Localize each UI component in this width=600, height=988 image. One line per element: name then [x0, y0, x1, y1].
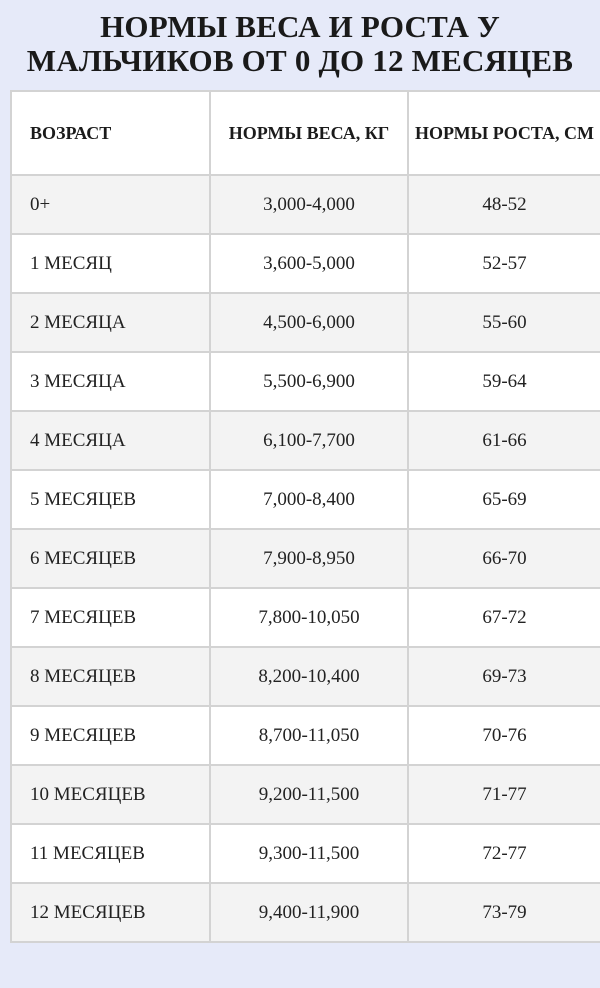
- table-row: [11, 706, 600, 765]
- age-cell: 6 МЕСЯЦЕВ: [11, 529, 210, 588]
- table-row: [11, 293, 600, 352]
- age-cell: 0+: [11, 175, 210, 234]
- age-cell: 9 МЕСЯЦЕВ: [11, 706, 210, 765]
- weight-cell: 7,900-8,950: [210, 529, 408, 588]
- height-cell: 71-77: [408, 765, 600, 824]
- table-row: [11, 234, 600, 293]
- weight-cell: 7,000-8,400: [210, 470, 408, 529]
- weight-cell: 8,200-10,400: [210, 647, 408, 706]
- table-row: [11, 411, 600, 470]
- table-row: [11, 529, 600, 588]
- age-cell: 7 МЕСЯЦЕВ: [11, 588, 210, 647]
- title-line-1: НОРМЫ ВЕСА И РОСТА У: [100, 9, 500, 44]
- height-cell: 48-52: [408, 175, 600, 234]
- table-row: [11, 824, 600, 883]
- height-cell: 67-72: [408, 588, 600, 647]
- table-row: [11, 883, 600, 942]
- weight-cell: 7,800-10,050: [210, 588, 408, 647]
- weight-cell: 3,600-5,000: [210, 234, 408, 293]
- weight-cell: 9,300-11,500: [210, 824, 408, 883]
- height-cell: 55-60: [408, 293, 600, 352]
- header-height: НОРМЫ РОСТА, СМ: [408, 91, 600, 175]
- header-age: ВОЗРАСТ: [11, 91, 210, 175]
- table-header-row: [11, 91, 600, 175]
- header-weight: НОРМЫ ВЕСА, КГ: [210, 91, 408, 175]
- weight-cell: 3,000-4,000: [210, 175, 408, 234]
- age-cell: 1 МЕСЯЦ: [11, 234, 210, 293]
- table-row: [11, 765, 600, 824]
- cut-off-text-fragment: [100, 978, 500, 988]
- weight-cell: 9,200-11,500: [210, 765, 408, 824]
- table-row: [11, 647, 600, 706]
- age-cell: 12 МЕСЯЦЕВ: [11, 883, 210, 942]
- age-cell: 8 МЕСЯЦЕВ: [11, 647, 210, 706]
- age-cell: 3 МЕСЯЦА: [11, 352, 210, 411]
- weight-cell: 9,400-11,900: [210, 883, 408, 942]
- weight-cell: 6,100-7,700: [210, 411, 408, 470]
- table-row: [11, 352, 600, 411]
- height-cell: 70-76: [408, 706, 600, 765]
- weight-cell: 4,500-6,000: [210, 293, 408, 352]
- height-cell: 59-64: [408, 352, 600, 411]
- age-cell: 11 МЕСЯЦЕВ: [11, 824, 210, 883]
- height-cell: 65-69: [408, 470, 600, 529]
- age-cell: 10 МЕСЯЦЕВ: [11, 765, 210, 824]
- page-title: [0, 10, 600, 78]
- height-cell: 66-70: [408, 529, 600, 588]
- age-cell: 4 МЕСЯЦА: [11, 411, 210, 470]
- height-cell: 69-73: [408, 647, 600, 706]
- height-cell: 52-57: [408, 234, 600, 293]
- table-row: [11, 175, 600, 234]
- height-cell: 72-77: [408, 824, 600, 883]
- norms-table: [10, 90, 600, 943]
- height-cell: 61-66: [408, 411, 600, 470]
- height-cell: 73-79: [408, 883, 600, 942]
- weight-cell: 8,700-11,050: [210, 706, 408, 765]
- age-cell: 2 МЕСЯЦА: [11, 293, 210, 352]
- age-cell: 5 МЕСЯЦЕВ: [11, 470, 210, 529]
- title-line-2: МАЛЬЧИКОВ ОТ 0 ДО 12 МЕСЯЦЕВ: [26, 43, 574, 78]
- weight-cell: 5,500-6,900: [210, 352, 408, 411]
- table-row: [11, 470, 600, 529]
- table-row: [11, 588, 600, 647]
